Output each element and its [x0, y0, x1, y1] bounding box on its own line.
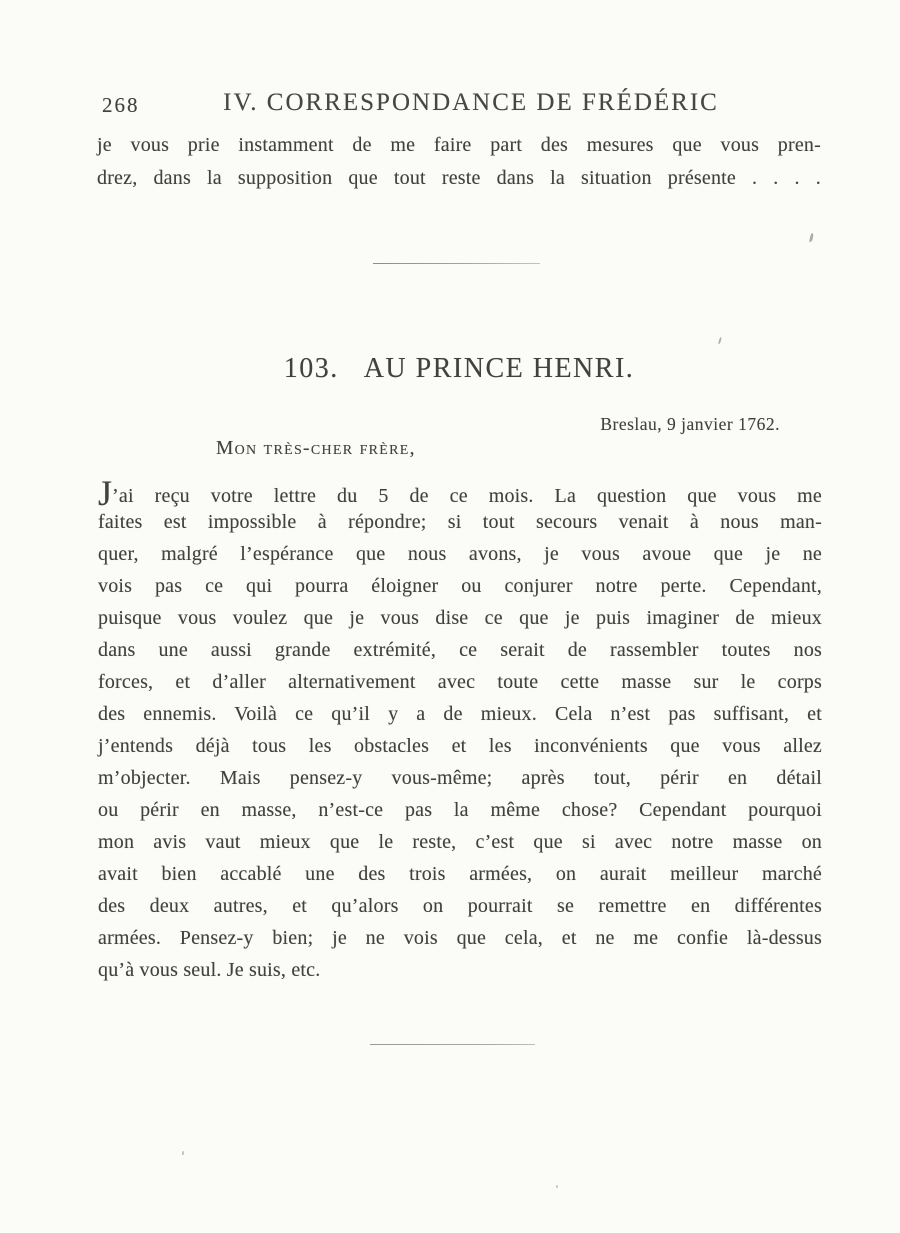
scan-speck — [718, 337, 722, 344]
body-line: avait bien accablé une des trois armées, on aurait meilleur marché — [98, 863, 822, 885]
body-line: qu’à vous seul. Je suis, etc. — [98, 959, 321, 981]
letter-heading — [97, 353, 821, 385]
letter-title: AU PRINCE HENRI. — [363, 353, 635, 384]
body-line: des ennemis. Voilà ce qu’il y a de mieux. Cela n’est pas suffisant, et — [98, 703, 822, 725]
body-line-text: ’ai reçu votre lettre du 5 de ce mois. La question que vous me — [112, 485, 822, 507]
letter-body — [98, 474, 822, 986]
body-line: vois pas ce qui pourra éloigner ou conjurer notre perte. Cependant, — [98, 575, 822, 597]
intro-line: je vous prie instamment de me faire part des mesures que vous pren- — [97, 134, 821, 156]
scan-speck — [556, 1185, 558, 1188]
intro-line: drez, dans la supposition que tout reste dans la situation présente . . . . — [97, 167, 821, 189]
body-line: quer, malgré l’espérance que nous avons, je vous avoue que je ne — [98, 543, 822, 565]
section-divider-top — [373, 263, 540, 264]
page-header — [97, 89, 821, 117]
dateline: Breslau, 9 janvier 1762. — [600, 414, 780, 434]
body-line: j’entends déjà tous les obstacles et les inconvénients que vous allez — [98, 735, 822, 757]
intro-paragraph — [97, 129, 821, 195]
body-line: dans une aussi grande extrémité, ce serait de rassembler toutes nos — [98, 639, 822, 661]
body-line: puisque vous voulez que je vous dise ce que je puis imaginer de mieux — [98, 607, 822, 629]
page-number: 268 — [102, 93, 140, 117]
body-line — [98, 473, 822, 513]
section-divider-bottom — [370, 1044, 535, 1045]
body-line: forces, et d’aller alternativement avec toute cette masse sur le corps — [98, 671, 822, 693]
running-title: IV. CORRESPONDANCE DE FRÉDÉRIC — [223, 89, 719, 116]
body-line: mon avis vaut mieux que le reste, c’est que si avec notre masse on — [98, 831, 822, 853]
salutation: Mon très-cher frère, — [216, 438, 416, 459]
body-line: des deux autres, et qu’alors on pourrait se remettre en différentes — [98, 895, 822, 917]
body-line: armées. Pensez-y bien; je ne vois que cela, et ne me confie là-dessus — [98, 927, 822, 949]
letter-number: 103. — [283, 353, 339, 384]
scan-speck — [809, 233, 814, 242]
body-line: m’objecter. Mais pensez-y vous-même; après tout, périr en détail — [98, 767, 822, 789]
scan-speck — [182, 1151, 184, 1155]
body-line: faites est impossible à répondre; si tout secours venait à nous man- — [98, 511, 822, 533]
drop-cap-initial: J — [98, 473, 113, 513]
body-line: ou périr en masse, n’est-ce pas la même chose? Cependant pourquoi — [98, 799, 822, 821]
